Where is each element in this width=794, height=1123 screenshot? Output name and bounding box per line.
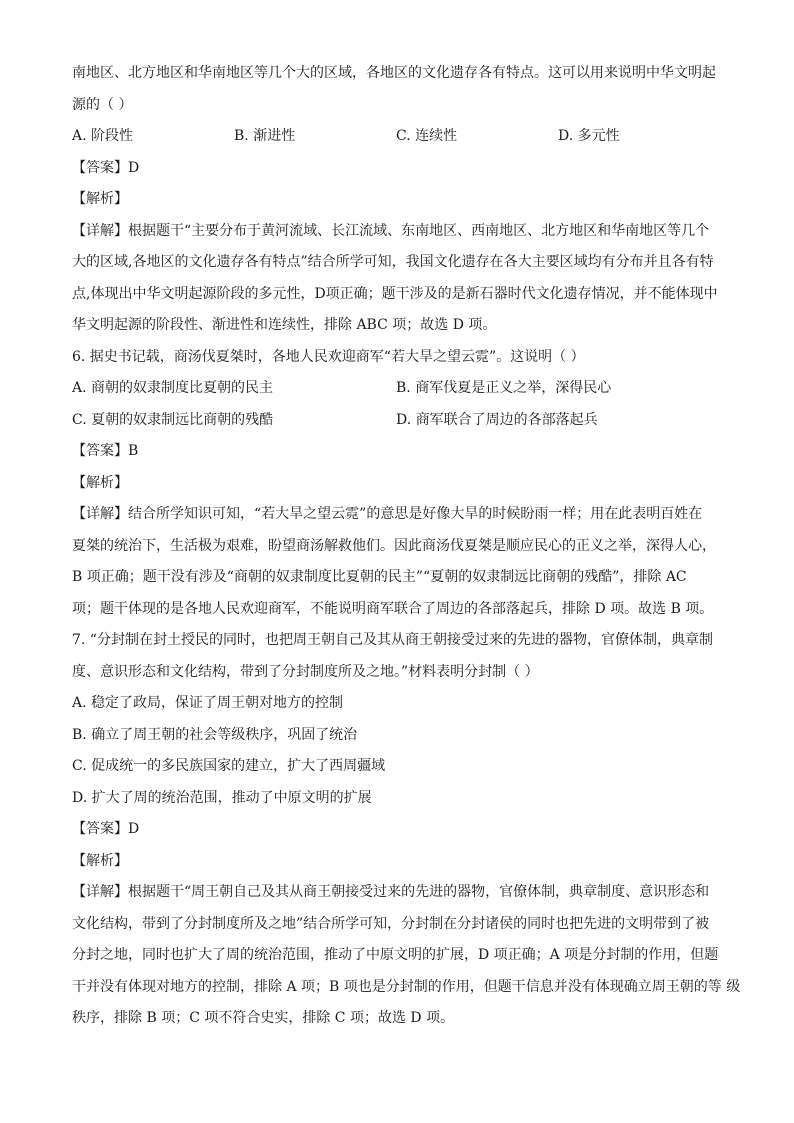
question-7-answer: 【答案】D — [72, 821, 140, 837]
question-5-options — [72, 121, 722, 153]
option-a: A. 商朝的奴隶制度比夏朝的民主 — [72, 380, 274, 396]
question-6-analysis-label: 【解析】 — [72, 474, 128, 491]
question-6-detail-line-2: 夏桀的统治下，生活极为艰难，盼望商汤解救他们。因此商汤伐夏桀是顺应民心的正义之举，深得人心， — [72, 537, 716, 554]
option-d: D. 扩大了周的统治范围，推动了中原文明的扩展 — [72, 789, 372, 806]
option-d: D. 商军联合了周边的各部落起兵 — [396, 411, 598, 428]
question-6-detail-line-4: 项；题干体现的是各地人民欢迎商军，不能说明商军联合了周边的各部落起兵，排除 D 项。故选 B 项。 — [72, 600, 714, 617]
question-7-detail-line-2: 文化结构，带到了分封制度所及之地”结合所学可知，分封制在分封诸侯的同时也把先进的文明带到了被 — [72, 915, 710, 932]
question-7-analysis-label: 【解析】 — [72, 852, 128, 869]
option-d: D. 多元性 — [558, 128, 620, 144]
question-5-detail-line-3: 点,体现出中华文明起源阶段的多元性，D项正确；题干涉及的是新石器时代文化遗存情况，并不能体现中 — [72, 285, 718, 302]
option-b: B. 确立了周王朝的社会等级秩序，巩固了统治 — [72, 726, 358, 743]
question-7-stem-line-1: 7. “分封制在封土授民的同时，也把周王朝自己及其从商王朝接受过来的先进的器物，官僚体制，典章制 — [72, 632, 713, 648]
option-c: C. 促成统一的多民族国家的建立，扩大了西周疆域 — [72, 758, 386, 774]
question-6-options-row-1 — [72, 373, 722, 405]
option-c: C. 连续性 — [396, 128, 458, 144]
question-5-answer: 【答案】D — [72, 159, 140, 176]
question-7-detail-line-3: 分封之地，同时也扩大了周的统治范围，推动了中原文明的扩展，D 项正确；A 项是分封制的作用，但题 — [72, 947, 719, 963]
option-b: B. 商军伐夏是正义之举，深得民心 — [396, 380, 612, 396]
question-5-detail-line-4: 华文明起源的阶段性、渐进性和连续性，排除 ABC 项；故选 D 项。 — [72, 317, 497, 333]
document-page — [72, 58, 741, 1035]
question-5-stem-line-1: 南地区、北方地区和华南地区等几个大的区域，各地区的文化遗存各有特点。这可以用来说明中华文明起 — [72, 65, 716, 81]
question-7-detail-line-4: 干并没有体现对地方的控制，排除 A 项；B 项也是分封制的作用，但题干信息并没有体现确立周王朝的等 级 — [72, 978, 741, 995]
question-6-detail-line-3: B 项正确；题干没有涉及“商朝的奴隶制度比夏朝的民主”“夏朝的奴隶制远比商朝的残酷”，排除 AC — [72, 569, 687, 585]
option-a: A. 稳定了政局，保证了周王朝对地方的控制 — [72, 695, 344, 711]
question-6 — [72, 342, 722, 626]
question-6-detail-line-1: 【详解】结合所学知识可知，“若大旱之望云霓”的意思是好像大旱的时候盼雨一样；用在此表明百姓在 — [72, 506, 703, 522]
question-5-stem-line-2: 源的（ ） — [72, 96, 133, 113]
question-6-stem: 6. 据史书记载，商汤伐夏桀时，各地人民欢迎商军“若大旱之望云霓”。这说明（ ） — [72, 348, 585, 365]
option-b: B. 渐进性 — [234, 128, 296, 144]
question-5-detail-line-1: 【详解】根据题干“主要分布于黄河流域、长江流域、东南地区、西南地区、北方地区和华南地区等几个 — [72, 222, 710, 239]
question-7-detail-line-5: 秩序，排除 B 项；C 项不符合史实，排除 C 项；故选 D 项。 — [72, 1010, 455, 1026]
question-6-answer: 【答案】B — [72, 443, 139, 459]
question-5-detail-line-2: 大的区域,各地区的文化遗存各有特点”结合所学可知，我国文化遗存在各大主要区域均有分布并且各有特 — [72, 254, 714, 270]
question-6-options-row-2 — [72, 405, 722, 437]
question-7-stem-line-2: 度、意识形态和文化结构，带到了分封制度所及之地。”材料表明分封制（ ） — [72, 663, 539, 680]
question-7-detail-line-1: 【详解】根据题干“周王朝自己及其从商王朝接受过来的先进的器物，官僚体制，典章制度、意识形态和 — [72, 884, 710, 900]
question-5-analysis-label: 【解析】 — [72, 191, 128, 207]
option-c: C. 夏朝的奴隶制远比商朝的残酷 — [72, 411, 274, 428]
question-5 — [72, 58, 722, 342]
option-a: A. 阶段性 — [72, 128, 134, 144]
question-7 — [72, 625, 741, 1035]
